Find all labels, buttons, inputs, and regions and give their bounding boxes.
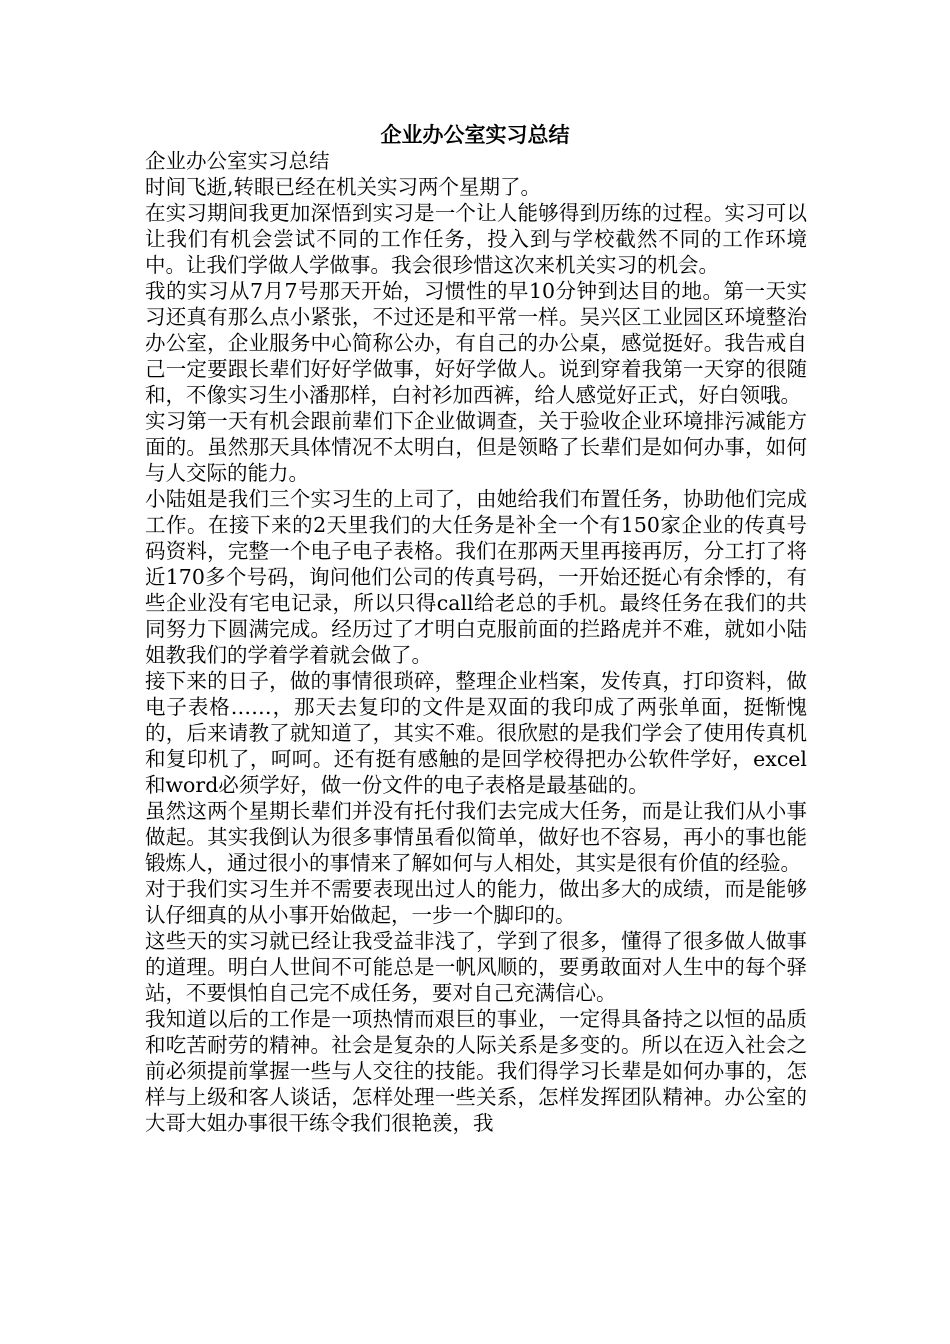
paragraph: 虽然这两个星期长辈们并没有托付我们去完成大任务，而是让我们从小事做起。其实我倒认为很多事情虽看似简单，做好也不容易，再小的事也能锻炼人，通过很小的事情来了解如何与人相处，其实是很有价值的经验。: [145, 799, 807, 875]
paragraph: 对于我们实习生并不需要表现出过人的能力，做出多大的成绩，而是能够认仔细真的从小事开始做起，一步一个脚印的。: [145, 877, 807, 927]
paragraph: 企业办公室实习总结: [145, 149, 330, 173]
document-title: 企业办公室实习总结: [380, 122, 570, 147]
document-body: [145, 148, 807, 1136]
paragraph: 我的实习从7月7号那天开始，习惯性的早10分钟到达目的地。第一天实习还真有那么点小紧张，不过还是和平常一样。吴兴区工业园区环境整治办公室，企业服务中心简称公办，有自己的办公桌，感觉挺好。我告戒自己一定要跟长辈们好好学做事，好好学做人。说到穿着我第一天穿的很随和，不像实习生小潘那样，白衬衫加西裤，给人感觉好正式，好白领哦。: [145, 279, 807, 407]
paragraph: 接下来的日子，做的事情很琐碎，整理企业档案，发传真，打印资料，做电子表格……，那天去复印的文件是双面的我印成了两张单面，挺惭愧的，后来请教了就知道了，其实不难。很欣慰的是我们学会了使用传真机和复印机了，呵呵。还有挺有感触的是回学校得把办公软件学好，excel和word必须学好，做一份文件的电子表格是最基础的。: [145, 669, 807, 797]
paragraph: 这些天的实习就已经让我受益非浅了，学到了很多，懂得了很多做人做事的道理。明白人世间不可能总是一帆风顺的，要勇敢面对人生中的每个驿站，不要惧怕自己完不成任务，要对自己充满信心。: [145, 929, 807, 1005]
paragraph: 时间飞逝,转眼已经在机关实习两个星期了。: [145, 175, 542, 199]
paragraph: 实习第一天有机会跟前辈们下企业做调查，关于验收企业环境排污减能方面的。虽然那天具体情况不太明白，但是领略了长辈们是如何办事，如何与人交际的能力。: [145, 409, 807, 485]
paragraph: 在实习期间我更加深悟到实习是一个让人能够得到历练的过程。实习可以让我们有机会尝试不同的工作任务，投入到与学校截然不同的工作环境中。让我们学做人学做事。我会很珍惜这次来机关实习的机会。: [145, 201, 807, 277]
paragraph: 小陆姐是我们三个实习生的上司了，由她给我们布置任务，协助他们完成工作。在接下来的2天里我们的大任务是补全一个有150家企业的传真号码资料，完整一个电子电子表格。我们在那两天里再接再厉，分工打了将近170多个号码，询问他们公司的传真号码，一开始还挺心有余悸的，有些企业没有宅电记录，所以只得call给老总的手机。最终任务在我们的共同努力下圆满完成。经历过了才明白克服前面的拦路虎并不难，就如小陆姐教我们的学着学着就会做了。: [145, 487, 807, 667]
paragraph: 我知道以后的工作是一项热情而艰巨的事业，一定得具备持之以恒的品质和吃苦耐劳的精神。社会是复杂的人际关系是多变的。所以在迈入社会之前必须提前掌握一些与人交往的技能。我们得学习长辈是如何办事的，怎样与上级和客人谈话，怎样处理一些关系，怎样发挥团队精神。办公室的大哥大姐办事很干练令我们很艳羡，我: [145, 1007, 807, 1135]
